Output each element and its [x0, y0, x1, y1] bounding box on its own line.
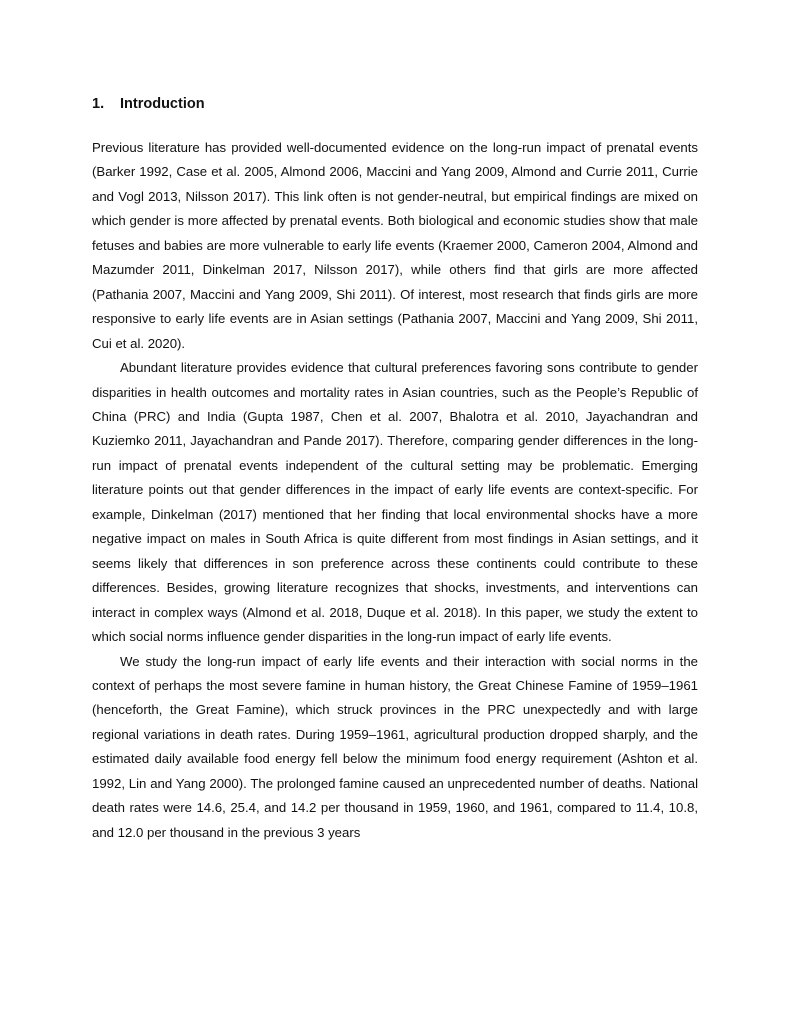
section-title: Introduction — [120, 96, 205, 112]
section-heading — [92, 94, 205, 114]
paragraph-2: Abundant literature provides evidence that cultural preferences favoring sons contribute to gender disparities in health outcomes and mortality rates in Asian countries, such as the People’s Republic of China (PRC) and India (Gupta 1987, Chen et al. 2007, Bhalotra et al. 2010, Jayachandran and Kuziemko 2011, Jayachandran and Pande 2017). Therefore, comparing gender differences in the long-run impact of prenatal events independent of the cultural setting may be problematic. Emerging literature points out that gender differences in the impact of early life events are context-specific. For example, Dinkelman (2017) mentioned that her finding that local environmental shocks have a more negative impact on males in South Africa is quite different from most findings in Asian settings, and it seems likely that differences in son preference across these continents could contribute to these differences. Besides, growing literature recognizes that shocks, investments, and interventions can interact in complex ways (Almond et al. 2018, Duque et al. 2018). In this paper, we study the extent to which social norms influence gender disparities in the long-run impact of early life events. — [92, 360, 698, 645]
paragraph-3: We study the long-run impact of early life events and their interaction with social norms in the context of perhaps the most severe famine in human history, the Great Chinese Famine of 1959–1961 (henceforth, the Great Famine), which struck provinces in the PRC unexpectedly and with large regional variations in death rates. During 1959–1961, agricultural production dropped sharply, and the estimated daily available food energy fell below the minimum food energy requirement (Ashton et al. 1992, Lin and Yang 2000). The prolonged famine caused an unprecedented number of deaths. National death rates were 14.6, 25.4, and 14.2 per thousand in 1959, 1960, and 1961, compared to 11.4, 10.8, and 12.0 per thousand in the previous 3 years — [92, 653, 698, 840]
paragraph-1: Previous literature has provided well-documented evidence on the long-run impact of prenatal events (Barker 1992, Case et al. 2005, Almond 2006, Maccini and Yang 2009, Almond and Currie 2011, Currie and Vogl 2013, Nilsson 2017). This link often is not gender-neutral, but empirical findings are mixed on which gender is more affected by prenatal events. Both biological and economic studies show that male fetuses and babies are more vulnerable to early life events (Kraemer 2000, Cameron 2004, Almond and Mazumder 2011, Dinkelman 2017, Nilsson 2017), while others find that girls are more affected (Pathania 2007, Maccini and Yang 2009, Shi 2011). Of interest, most research that finds girls are more responsive to early life events are in Asian settings (Pathania 2007, Maccini and Yang 2009, Shi 2011, Cui et al. 2020). — [92, 140, 698, 351]
section-number: 1. — [92, 96, 105, 112]
body-text — [92, 136, 698, 845]
